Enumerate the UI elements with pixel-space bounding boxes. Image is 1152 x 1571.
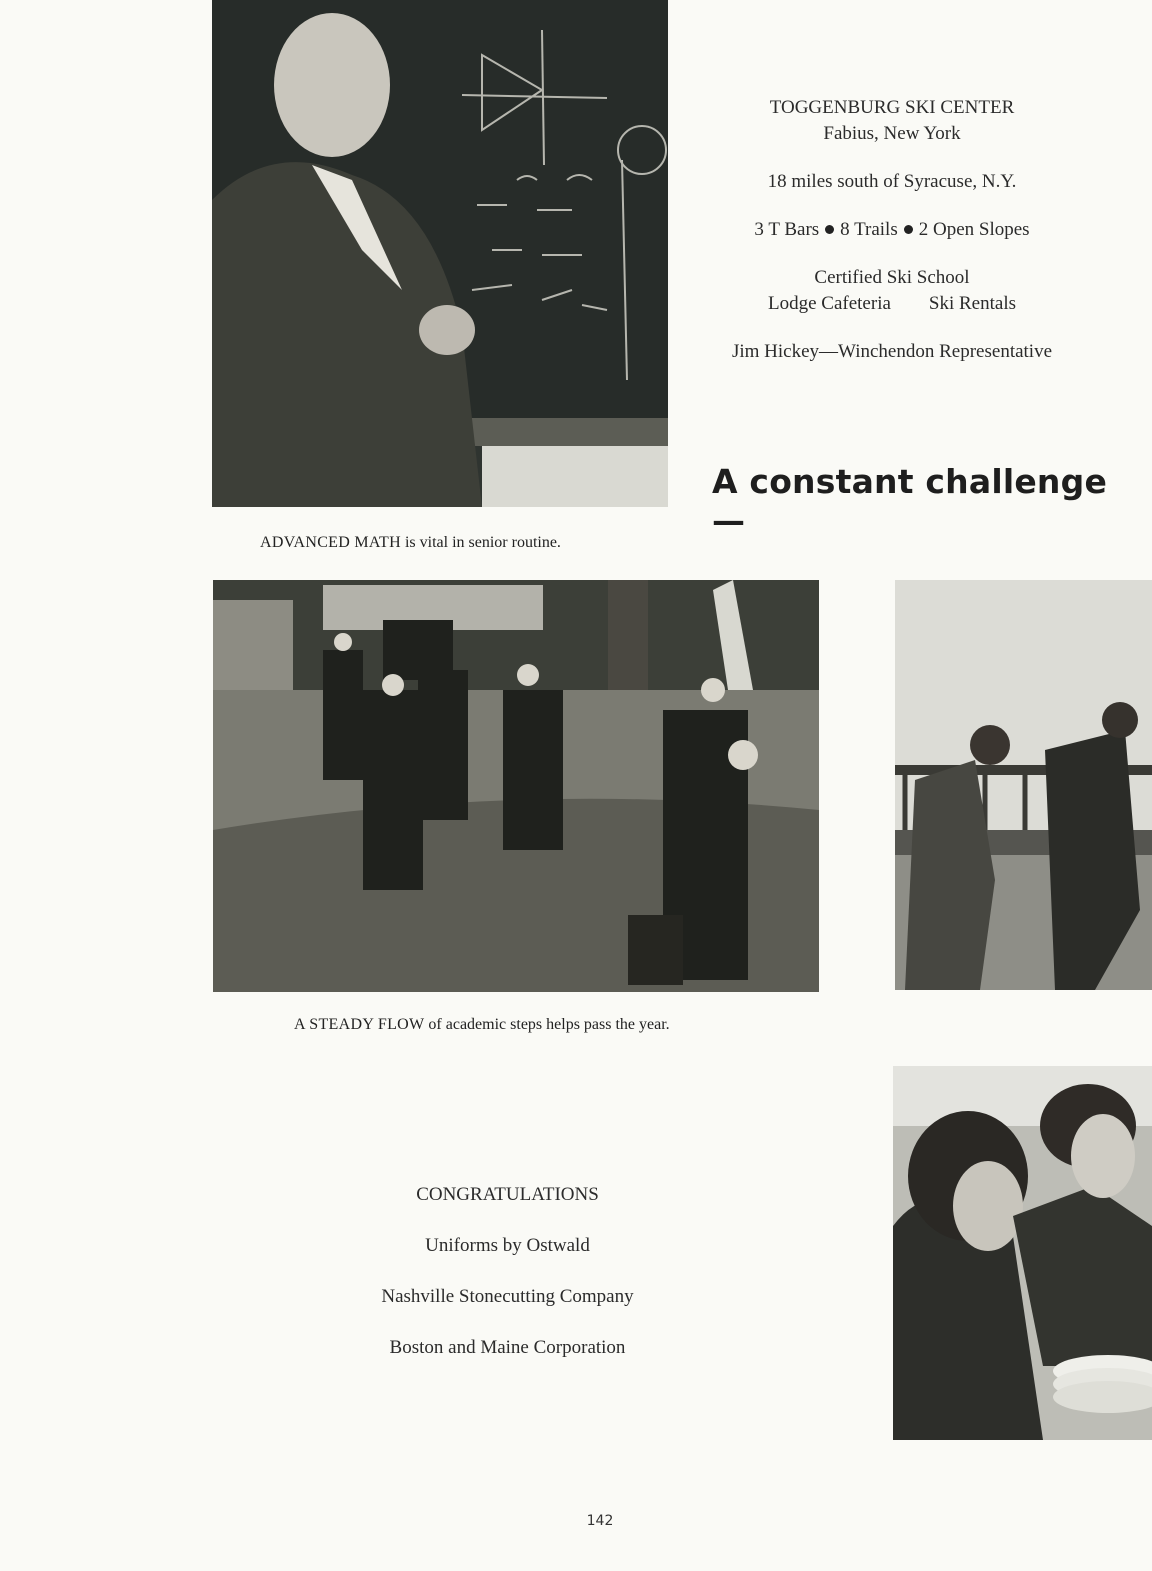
congrats-title: CONGRATULATIONS <box>416 1184 599 1205</box>
ski-center-features <box>692 217 1092 243</box>
caption-lead: ADVANCED MATH <box>260 534 401 551</box>
advanced-math-caption <box>260 534 561 552</box>
page-number: 142 <box>586 1513 614 1529</box>
students-bridge-photo <box>895 580 1152 990</box>
ski-center-location: Fabius, New York <box>823 123 961 144</box>
ski-school: Certified Ski School <box>814 267 970 288</box>
congrats-line: Nashville Stonecutting Company <box>381 1286 634 1307</box>
feature-open-slopes: 2 Open Slopes <box>918 219 1030 240</box>
ski-amenities <box>692 291 1092 317</box>
lodge-cafeteria: Lodge Cafeteria <box>768 293 891 314</box>
feature-t-bars: 3 T Bars <box>754 219 820 240</box>
ski-center-ad <box>692 95 1092 365</box>
students-walking-photo <box>213 580 819 992</box>
ski-rentals: Ski Rentals <box>928 293 1016 314</box>
page-headline: A constant challenge— <box>712 462 1108 540</box>
steady-flow-caption <box>294 1016 670 1034</box>
ski-representative: Jim Hickey—Winchendon Representative <box>731 341 1053 362</box>
congrats-line: Uniforms by Ostwald <box>425 1235 590 1256</box>
advanced-math-photo <box>212 0 668 507</box>
caption-lead: A STEADY FLOW <box>294 1016 425 1033</box>
bullet-icon <box>904 225 913 234</box>
bullet-icon <box>825 225 834 234</box>
ski-center-title: TOGGENBURG SKI CENTER <box>769 97 1015 118</box>
dining-photo <box>893 1066 1152 1440</box>
caption-text: is vital in senior routine. <box>400 534 561 551</box>
caption-text: of academic steps helps pass the year. <box>424 1016 670 1033</box>
congrats-line: Boston and Maine Corporation <box>389 1337 626 1358</box>
feature-trails: 8 Trails <box>840 219 898 240</box>
ski-center-distance: 18 miles south of Syracuse, N.Y. <box>767 171 1017 192</box>
congratulations-ad <box>340 1183 675 1387</box>
